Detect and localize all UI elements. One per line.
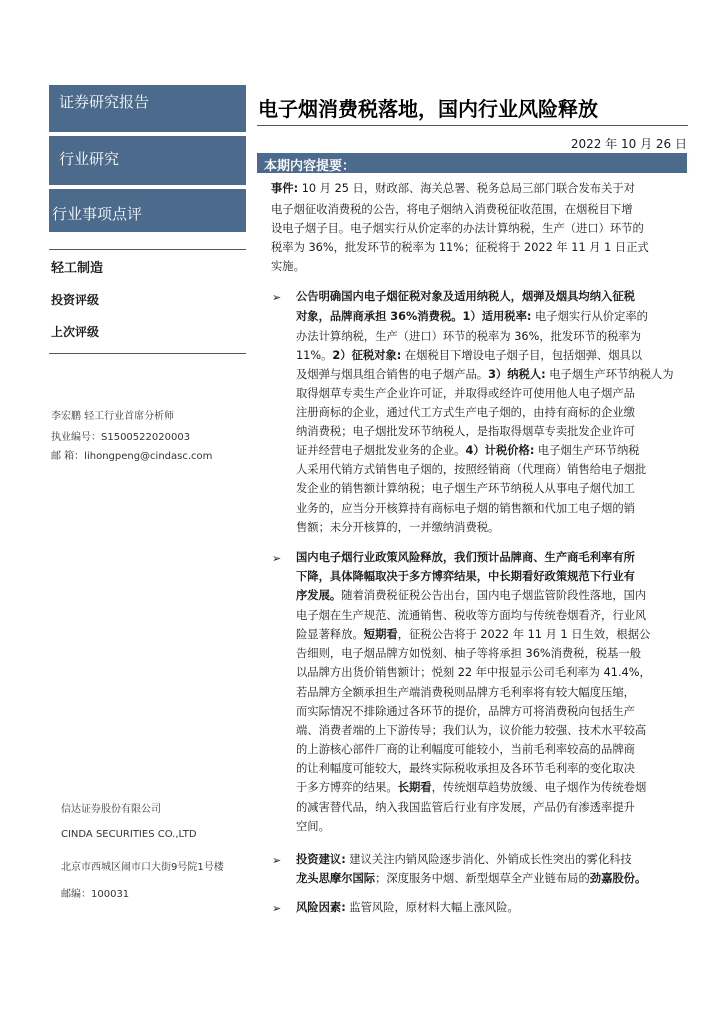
bold-text: 对象，品牌商承担 36%消费税。1）适用税率: xyxy=(296,310,532,323)
text-line xyxy=(296,463,688,477)
text: 以品牌方出货价销售额计；悦刻 22 年中报显示公司毛利率为 41.4%， xyxy=(296,666,651,679)
text: 监管风险，原材料大幅上涨风险。 xyxy=(345,901,519,914)
bold-text: 劲嘉股份。 xyxy=(589,872,647,885)
summary-header-label: 本期内容提要： xyxy=(264,159,356,174)
text-line xyxy=(296,762,688,776)
bold-text: 投资建议: xyxy=(296,853,346,866)
text: ，传统烟草趋势放缓、电子烟作为传统卷烟 xyxy=(431,781,647,794)
text-line xyxy=(296,349,688,363)
text: 及烟弹与烟具组合销售的电子烟产品。 xyxy=(296,368,489,381)
report-kind-label: 行业事项点评 xyxy=(52,205,143,223)
text: 电子烟征收消费税的公告，将电子烟纳入消费税征收范围，在烟税目下增 xyxy=(271,203,633,216)
bullet-arrow-icon: ➢ xyxy=(272,854,282,867)
text: 随着消费税征税公告出台，国内电子烟监管阶段性落地，国内 xyxy=(341,589,647,602)
text: 的上游核心部件厂商的让利幅度可能较小，当前毛利率较高的品牌商 xyxy=(296,743,635,756)
text: 取得烟草专卖生产企业许可证，并取得或经许可使用他人电子烟产品 xyxy=(296,387,635,400)
text-line xyxy=(296,551,688,565)
text: ，征税公告将于 2022 年 11 月 1 日生效，根据公 xyxy=(397,628,651,641)
text: 11%。 xyxy=(296,349,333,362)
bold-text: 长期看 xyxy=(397,781,432,794)
text: 证并经营电子烟批发业务的企业。 xyxy=(296,444,466,457)
text-line xyxy=(296,609,688,623)
analyst-name: 李宏鹏 轻工行业首席分析师 xyxy=(51,411,175,422)
company-name-en: CINDA SECURITIES CO.,LTD xyxy=(61,829,197,840)
text: 在烟税目下增设电子烟子目，包括烟弹、烟具以 xyxy=(401,349,643,362)
text: 于多方博弈的结果。 xyxy=(296,781,398,794)
text-line xyxy=(296,628,688,642)
text-line xyxy=(271,203,691,217)
text-line xyxy=(271,241,691,255)
report-type-label: 证券研究报告 xyxy=(59,93,150,111)
analyst-license: 执业编号：S1500522020003 xyxy=(51,432,191,443)
text-line xyxy=(296,482,688,496)
bold-text: 国内电子烟行业政策风险释放，我们预计品牌商、生产商毛利率有所 xyxy=(296,551,635,564)
text: 的减害替代品，纳入我国监管后行业有序发展，产品仍有渗透率提升 xyxy=(296,801,635,814)
text: 电子烟生产环节纳税 xyxy=(534,444,640,457)
text-line xyxy=(296,666,688,680)
report-type-banner xyxy=(49,85,246,132)
bullet-arrow-icon: ➢ xyxy=(272,291,282,304)
bullet-arrow-icon: ➢ xyxy=(272,902,282,915)
text: 险显著释放。 xyxy=(296,628,364,641)
industry-label: 轻工制造 xyxy=(51,261,104,276)
text: 端、消费者端的上下游传导；我们认为，议价能力较强、技术水平较高 xyxy=(296,724,647,737)
analyst-email[interactable]: 邮 箱：lihongpeng@cindasc.com xyxy=(51,451,213,462)
divider xyxy=(49,249,246,250)
text-line xyxy=(296,444,688,458)
divider xyxy=(49,353,246,354)
text-line xyxy=(296,425,688,439)
text-line xyxy=(296,589,688,603)
bullet-arrow-icon: ➢ xyxy=(272,552,282,565)
text-line xyxy=(296,724,688,738)
text: 实施。 xyxy=(271,260,305,273)
text: 设电子烟子目。电子烟实行从价定率的办法计算纳税，生产（进口）环节的 xyxy=(271,222,644,235)
text-line xyxy=(296,801,688,815)
text-line xyxy=(296,853,688,867)
text: 注册商标的企业，通过代工方式生产电子烟的，由持有商标的企业缴 xyxy=(296,406,635,419)
title-divider xyxy=(257,125,688,126)
bold-text: 2）征税对象: xyxy=(332,349,402,362)
text-line xyxy=(296,290,688,304)
text: 告细则，电子烟品牌方如悦刻、柚子等将承担 36%消费税，税基一般 xyxy=(296,647,642,660)
text-line xyxy=(296,872,688,886)
text-line xyxy=(296,368,688,382)
category-banner xyxy=(49,136,246,185)
text: 电子烟实行从价定率的 xyxy=(531,310,648,323)
text: 发企业的销售额计算纳税；电子烟生产环节纳税人从事电子烟代加工 xyxy=(296,482,635,495)
summary-header xyxy=(257,153,687,173)
text: 10 月 25 日，财政部、海关总署、税务总局三部门联合发布关于对 xyxy=(298,182,635,195)
company-postcode: 邮编：100031 xyxy=(61,889,130,900)
text: 税率为 36%，批发环节的税率为 11%；征税将于 2022 年 11 月 1 日正式 xyxy=(271,241,649,254)
report-date: 2022 年 10 月 26 日 xyxy=(570,137,687,151)
text-line xyxy=(296,781,688,795)
text-line xyxy=(271,260,691,274)
bold-text: 短期看 xyxy=(363,628,398,641)
page-title: 电子烟消费税落地，国内行业风险释放 xyxy=(258,97,598,121)
text: 若品牌方全额承担生产端消费税则品牌方毛利率将有较大幅度压缩， xyxy=(296,686,635,699)
company-address: 北京市西城区闹市口大街9号院1号楼 xyxy=(61,862,224,873)
bold-text: 3）纳税人: xyxy=(488,368,546,381)
text-line xyxy=(296,521,688,535)
text-line xyxy=(296,647,688,661)
bold-text: 公告明确国内电子烟征税对象及适用纳税人，烟弹及烟具均纳入征税 xyxy=(296,290,635,303)
text-line xyxy=(296,901,688,915)
bold-text: 下降，具体降幅取决于多方博弈结果，中长期看好政策规范下行业有 xyxy=(296,570,635,583)
text-line xyxy=(296,820,688,834)
text-line xyxy=(296,743,688,757)
previous-rating-label: 上次评级 xyxy=(51,325,100,339)
company-name: 信达证券股份有限公司 xyxy=(61,804,161,815)
text: 人采用代销方式销售电子烟的，按照经销商（代理商）销售给电子烟批 xyxy=(296,463,647,476)
report-kind-banner xyxy=(49,189,246,232)
text-line xyxy=(296,570,688,584)
bold-text: 风险因素: xyxy=(296,901,346,914)
text: 业务的，应当分开核算持有商标电子烟的销售额和代加工电子烟的销 xyxy=(296,502,635,515)
text-line xyxy=(296,705,688,719)
bold-text: 事件: xyxy=(271,182,299,195)
text: 售额；未分开核算的，一并缴纳消费税。 xyxy=(296,521,500,534)
text: 办法计算纳税，生产（进口）环节的税率为 36%，批发环节的税率为 xyxy=(296,330,642,343)
bold-text: 龙头 xyxy=(296,872,319,885)
text-line xyxy=(296,330,688,344)
text-line xyxy=(271,182,691,196)
text: 空间。 xyxy=(296,820,330,833)
text: 的让利幅度可能较大，最终实际税收承担及各环节毛利率的变化取决 xyxy=(296,762,635,775)
bold-text: 思摩尔国际 xyxy=(318,872,376,885)
text: 纳消费税；电子烟批发环节纳税人，是指取得烟草专卖批发企业许可 xyxy=(296,425,635,438)
category-label: 行业研究 xyxy=(59,150,120,168)
text: 而实际情况不排除通过各环节的提价，品牌方可将消费税向包括生产 xyxy=(296,705,635,718)
text-line xyxy=(296,686,688,700)
bold-text: 序发展。 xyxy=(296,589,342,602)
bold-text: 4）计税价格: xyxy=(465,444,535,457)
text-line xyxy=(271,222,691,236)
text: ；深度服务中烟、新型烟草全产业链布局的 xyxy=(375,872,590,885)
text-line xyxy=(296,406,688,420)
text-line xyxy=(296,387,688,401)
text: 电子烟生产环节纳税人为 xyxy=(545,368,674,381)
text-line xyxy=(296,310,688,324)
text: 电子烟在生产规范、流通销售、税收等方面均与传统卷烟看齐，行业风 xyxy=(296,609,647,622)
rating-label: 投资评级 xyxy=(51,293,100,307)
text-line xyxy=(296,502,688,516)
text: 建议关注内销风险逐步消化、外销成长性突出的雾化科技 xyxy=(345,853,632,866)
